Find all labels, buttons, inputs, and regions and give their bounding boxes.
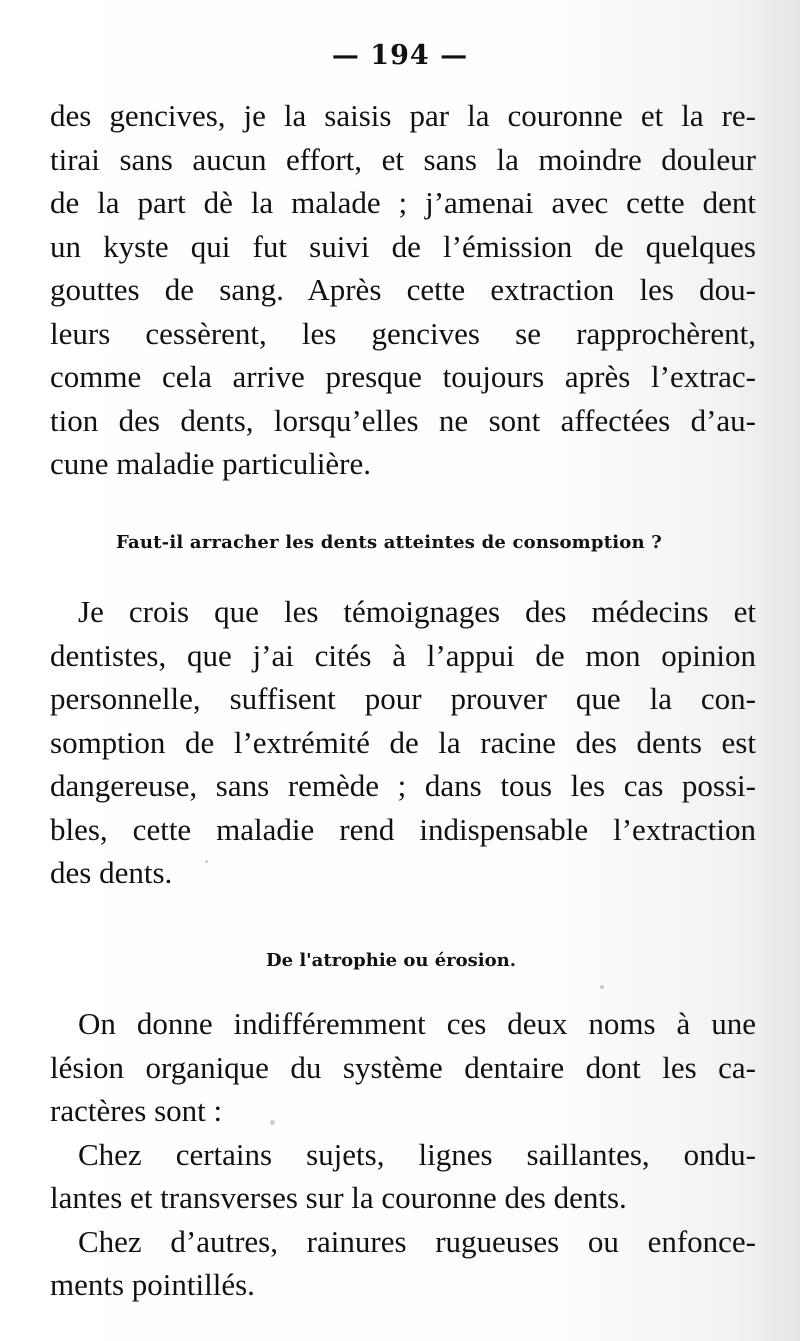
text-line: tion des dents, lorsqu’elles ne sont affectées d’au- (50, 402, 756, 438)
paragraph-2 (50, 590, 756, 895)
text-line: un kyste qui fut suivi de l’émission de quelques (50, 228, 756, 264)
text-line: personnelle, suffisent pour prouver que la con- (50, 681, 756, 716)
text-line: cune maladie particulière. (50, 446, 372, 481)
text-line: des dents. (50, 855, 173, 890)
paper-speck (205, 860, 208, 863)
text-line: Chez certains sujets, lignes saillantes, ondu- (78, 1136, 756, 1172)
page-number: — 194 — (331, 40, 469, 71)
text-line: On donne indifféremment ces deux noms à une (78, 1006, 756, 1041)
paragraph-3 (50, 1002, 756, 1307)
text-line: ractères sont : (50, 1093, 223, 1128)
text-line: dentistes, que j’ai cités à l’appui de mon opinion (50, 637, 756, 673)
text-line: bles, cette maladie rend indispensable l’extraction (50, 811, 756, 847)
section-heading-atrophie: De l'atrophie ou érosion. (266, 950, 517, 971)
text-line: Je crois que les témoignages des médecins et (78, 594, 756, 629)
text-line: de la part dè la malade ; j’amenai avec cette dent (50, 185, 756, 220)
paper-speck (270, 1120, 275, 1125)
text-line: ments pointillés. (50, 1267, 255, 1302)
text-line: comme cela arrive presque toujours après l’extrac- (50, 359, 756, 394)
text-line: somption de l’extrémité de la racine des dents est (50, 724, 756, 760)
section-heading-consomption: Faut-il arracher les dents atteintes de consomption ? (116, 532, 662, 553)
text-line: des gencives, je la saisis par la couronne et la re- (50, 98, 756, 133)
text-line: tirai sans aucun effort, et sans la moindre douleur (50, 141, 756, 177)
text-line: leurs cessèrent, les gencives se rapprochèrent, (50, 315, 756, 351)
text-line: dangereuse, sans remède ; dans tous les cas possi- (50, 768, 756, 803)
paragraph-1 (50, 94, 756, 486)
text-line: lantes et transverses sur la couronne des dents. (50, 1180, 627, 1215)
paper-speck (600, 985, 604, 989)
text-line: Chez d’autres, rainures rugueuses ou enfonce- (78, 1223, 756, 1259)
text-line: gouttes de sang. Après cette extraction les dou- (50, 272, 756, 307)
text-line: lésion organique du système dentaire dont les ca- (50, 1049, 756, 1085)
